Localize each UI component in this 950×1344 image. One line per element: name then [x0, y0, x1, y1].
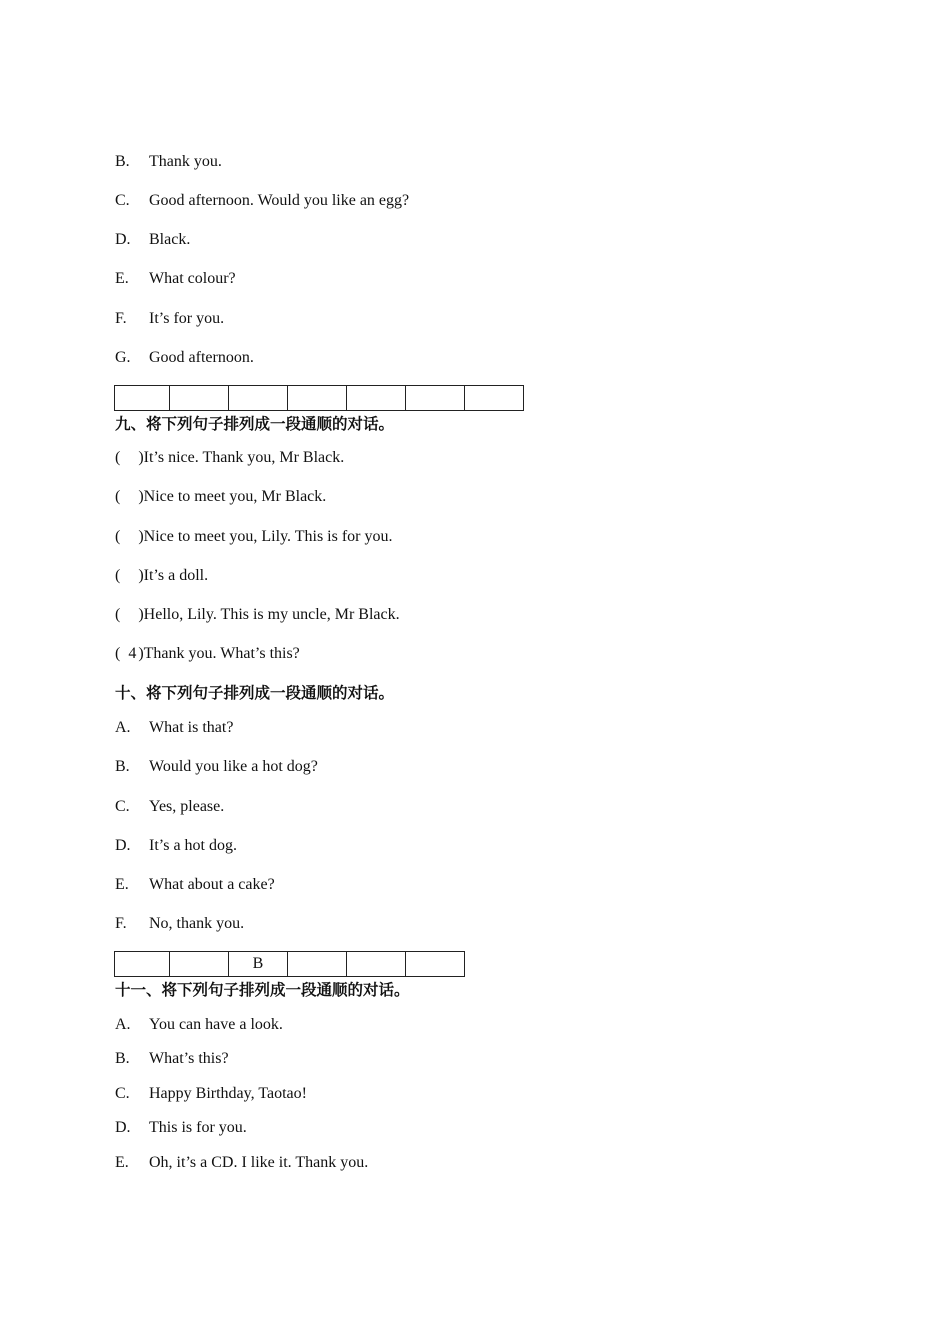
option-b — [115, 757, 318, 777]
option-b — [115, 152, 222, 172]
option-text: What is that? — [149, 719, 234, 736]
option-letter: B. — [115, 1050, 130, 1067]
answer-cell[interactable] — [170, 386, 229, 411]
ordering-item — [115, 487, 326, 507]
answer-cell[interactable]: B — [229, 952, 288, 977]
option-d — [115, 836, 237, 856]
ordering-item — [115, 448, 344, 468]
item-text: )Nice to meet you, Mr Black. — [138, 488, 327, 505]
answer-cell[interactable] — [288, 386, 347, 411]
item-text: )Nice to meet you, Lily. This is for you. — [138, 528, 393, 545]
item-text: )It’s a doll. — [138, 567, 209, 584]
option-f — [115, 914, 244, 934]
answer-cell[interactable] — [347, 952, 406, 977]
option-text: What about a cake? — [149, 876, 275, 893]
paren-open: ( — [115, 645, 121, 662]
item-text: )It’s nice. Thank you, Mr Black. — [138, 449, 345, 466]
paren-open: ( — [115, 567, 121, 584]
answer-blank[interactable]: 4 — [128, 645, 137, 662]
option-text: It’s a hot dog. — [149, 837, 237, 854]
option-letter: C. — [115, 192, 130, 209]
option-d — [115, 230, 190, 250]
option-text: No, thank you. — [149, 915, 245, 932]
section11-heading: 十一、将下列句子排列成一段通顺的对话。 — [115, 981, 410, 999]
option-c — [115, 797, 224, 817]
option-letter: F. — [115, 310, 127, 327]
option-text: Oh, it’s a CD. I like it. Thank you. — [149, 1154, 369, 1171]
option-text: Would you like a hot dog? — [149, 758, 318, 775]
option-letter: E. — [115, 1154, 129, 1171]
option-e — [115, 875, 275, 895]
answer-cell[interactable] — [347, 386, 406, 411]
option-g — [115, 348, 254, 368]
answer-cell[interactable] — [406, 386, 465, 411]
option-f — [115, 309, 224, 329]
item-text: )Thank you. What’s this? — [138, 645, 300, 662]
option-letter: B. — [115, 153, 130, 170]
option-letter: E. — [115, 876, 129, 893]
answer-row — [115, 952, 465, 977]
option-text: Happy Birthday, Taotao! — [149, 1085, 307, 1102]
option-letter: E. — [115, 270, 129, 287]
ordering-item — [115, 644, 300, 664]
option-letter: C. — [115, 798, 130, 815]
answer-cell[interactable] — [288, 952, 347, 977]
ordering-item — [115, 527, 393, 547]
option-text: What’s this? — [149, 1050, 229, 1067]
answer-table-section10 — [114, 951, 465, 977]
option-a — [115, 718, 233, 738]
option-e — [115, 1153, 368, 1173]
answer-cell[interactable] — [115, 952, 170, 977]
option-letter: D. — [115, 837, 131, 854]
paren-open: ( — [115, 528, 121, 545]
option-b — [115, 1049, 229, 1069]
option-letter: C. — [115, 1085, 130, 1102]
section10-heading: 十、将下列句子排列成一段通顺的对话。 — [115, 684, 395, 702]
answer-cell[interactable] — [406, 952, 465, 977]
option-text: You can have a look. — [149, 1016, 283, 1033]
item-text: )Hello, Lily. This is my uncle, Mr Black. — [138, 606, 400, 623]
option-letter: D. — [115, 1119, 131, 1136]
option-c — [115, 1084, 307, 1104]
option-a — [115, 1015, 283, 1035]
answer-table-section8 — [114, 385, 524, 411]
ordering-item — [115, 605, 400, 625]
option-e — [115, 269, 236, 289]
option-letter: F. — [115, 915, 127, 932]
option-text: Good afternoon. — [149, 349, 254, 366]
option-text: What colour? — [149, 270, 236, 287]
option-d — [115, 1118, 247, 1138]
answer-cell[interactable] — [170, 952, 229, 977]
option-text: This is for you. — [149, 1119, 247, 1136]
option-text: Black. — [149, 231, 191, 248]
option-letter: A. — [115, 719, 131, 736]
option-text: Thank you. — [149, 153, 222, 170]
paren-open: ( — [115, 606, 121, 623]
option-letter: G. — [115, 349, 131, 366]
answer-cell[interactable] — [465, 386, 524, 411]
option-text: It’s for you. — [149, 310, 225, 327]
ordering-item — [115, 566, 208, 586]
option-letter: D. — [115, 231, 131, 248]
answer-cell[interactable] — [229, 386, 288, 411]
paren-open: ( — [115, 449, 121, 466]
answer-cell[interactable] — [115, 386, 170, 411]
option-text: Yes, please. — [149, 798, 225, 815]
option-letter: B. — [115, 758, 130, 775]
answer-row — [115, 386, 524, 411]
option-c — [115, 191, 409, 211]
option-letter: A. — [115, 1016, 131, 1033]
option-text: Good afternoon. Would you like an egg? — [149, 192, 410, 209]
section9-heading: 九、将下列句子排列成一段通顺的对话。 — [115, 415, 395, 433]
paren-open: ( — [115, 488, 121, 505]
